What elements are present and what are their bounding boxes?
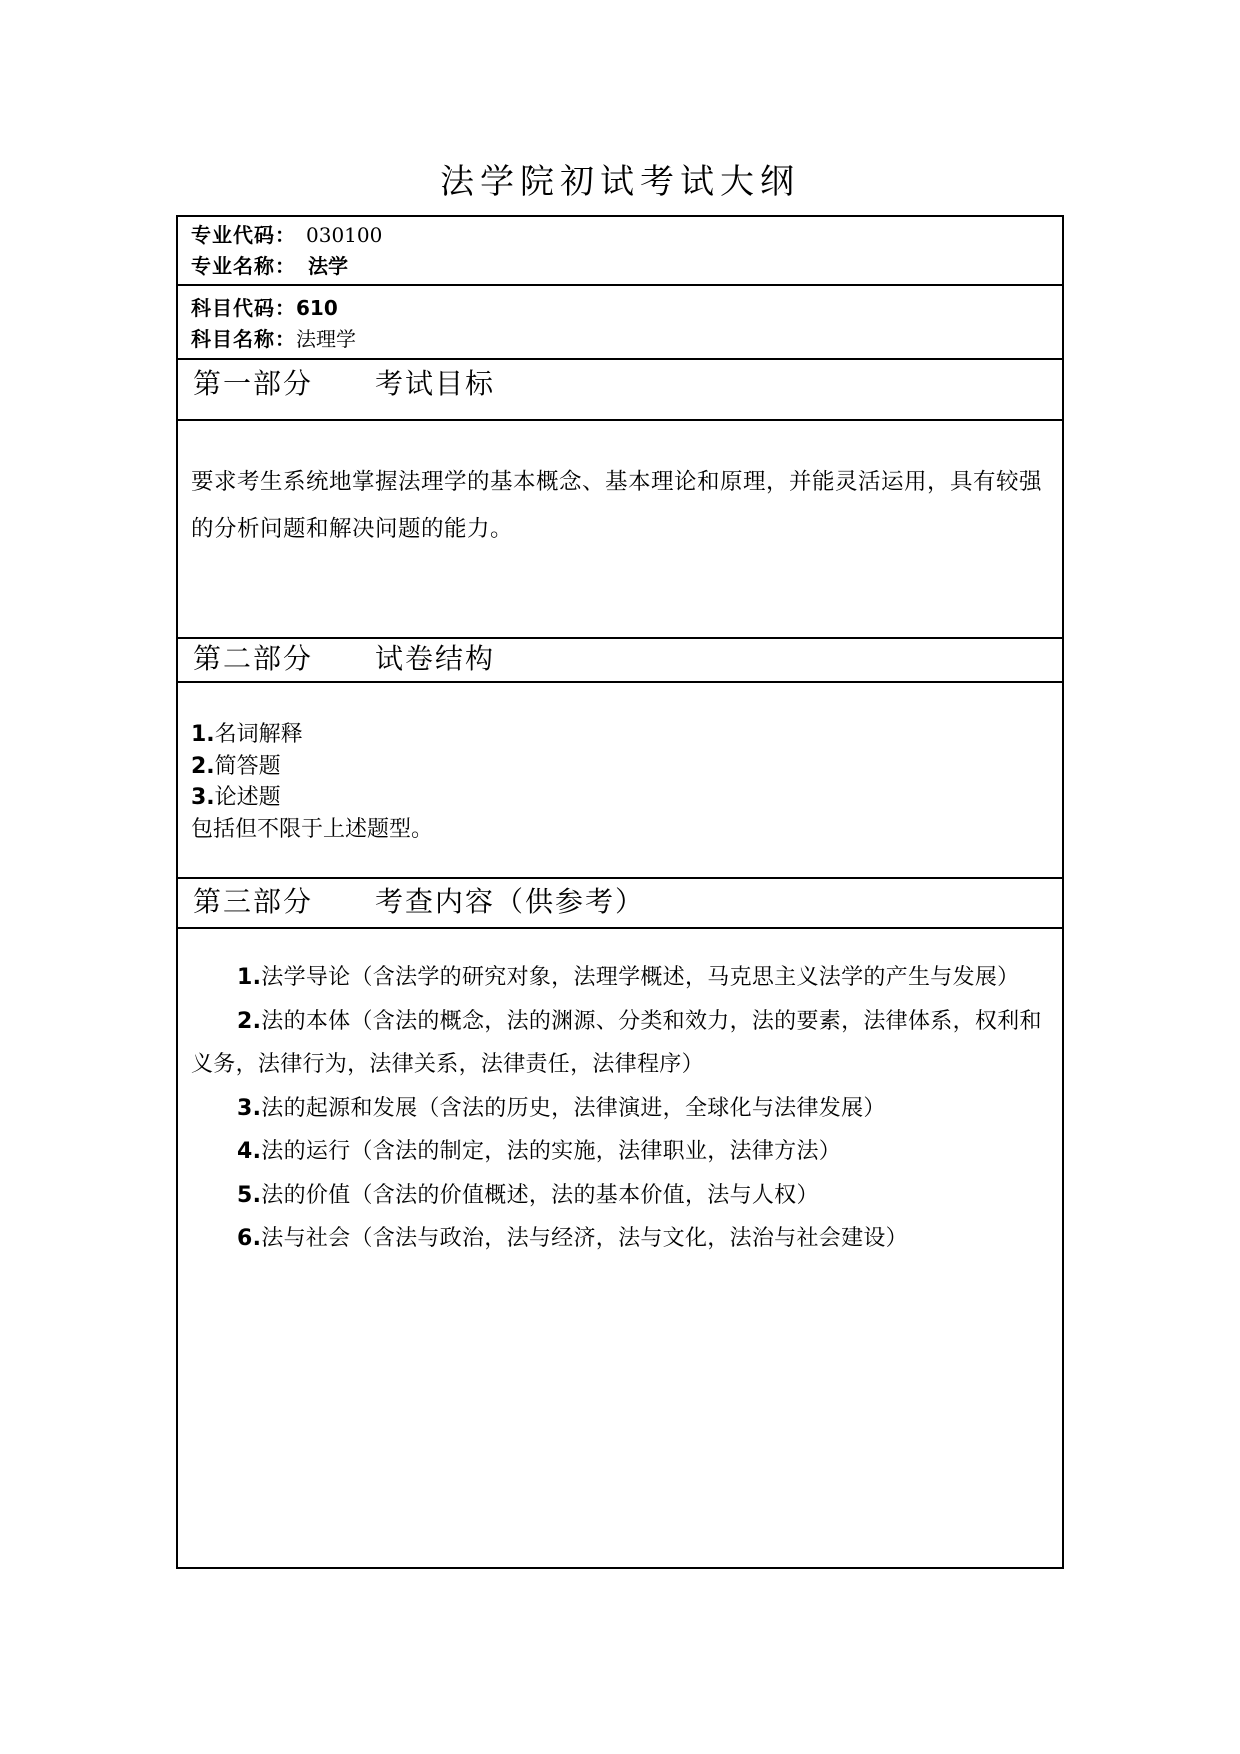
part2-heading	[193, 639, 495, 679]
subject-name-line	[191, 323, 356, 355]
content-item: 2.法的本体（含法的概念，法的渊源、分类和效力，法的要素，法律体系，权利和义务，法律行为，法律关系，法律责任，法律程序）	[191, 1008, 1042, 1077]
part3-header	[178, 879, 1062, 929]
question-type-item: 2.简答题	[191, 753, 281, 779]
part2-title: 试卷结构	[375, 642, 496, 675]
content-item: 6.法与社会（含法与政治，法与经济，法与文化，法治与社会建设）	[237, 1226, 908, 1251]
content-item: 1.法学导论（含法学的研究对象，法理学概述，马克思主义法学的产生与发展）	[237, 965, 1020, 990]
exam-content-list	[191, 956, 1054, 1261]
part3-number: 第三部分	[193, 885, 314, 918]
subject-code-line	[191, 292, 338, 324]
part1-heading	[193, 364, 495, 404]
major-code-line	[191, 219, 382, 251]
question-type-item: 1.名词解释	[191, 722, 303, 747]
question-types-list	[191, 719, 433, 845]
major-code-value: 030100	[306, 223, 383, 247]
part3-title: 考查内容（供参考）	[375, 885, 646, 918]
major-name-line	[191, 250, 348, 282]
part1-body	[178, 421, 1062, 639]
major-code-label: 专业代码：	[191, 223, 296, 247]
subject-code-value: 610	[296, 296, 338, 320]
content-item: 4.法的运行（含法的制定，法的实施，法律职业，法律方法）	[237, 1139, 842, 1164]
part3-body	[178, 929, 1062, 1567]
part2-body	[178, 683, 1062, 879]
major-name-label: 专业名称：	[191, 254, 296, 278]
part1-title: 考试目标	[375, 367, 496, 400]
content-item: 3.法的起源和发展（含法的历史，法律演进，全球化与法律发展）	[237, 1095, 886, 1121]
part3-heading	[193, 882, 645, 922]
part2-number: 第二部分	[193, 642, 314, 675]
part1-number: 第一部分	[193, 367, 314, 400]
syllabus-table	[176, 215, 1064, 1569]
question-type-item: 3.论述题	[191, 785, 281, 810]
document-title: 法学院初试考试大纲	[440, 162, 800, 202]
question-types-note: 包括但不限于上述题型。	[191, 816, 434, 842]
subject-name-value: 法理学	[296, 327, 356, 351]
major-name-value: 法学	[308, 254, 348, 278]
major-row	[178, 217, 1062, 286]
exam-objective-text: 要求考生系统地掌握法理学的基本概念、基本理论和原理，并能灵活运用，具有较强的分析问题和解决问题的能力。	[191, 469, 1043, 542]
subject-row	[178, 286, 1062, 360]
subject-code-label: 科目代码：	[191, 296, 296, 320]
part1-header	[178, 360, 1062, 421]
part2-header	[178, 639, 1062, 683]
content-item: 5.法的价值（含法的价值概述，法的基本价值，法与人权）	[237, 1182, 819, 1208]
subject-name-label: 科目名称：	[191, 327, 296, 351]
